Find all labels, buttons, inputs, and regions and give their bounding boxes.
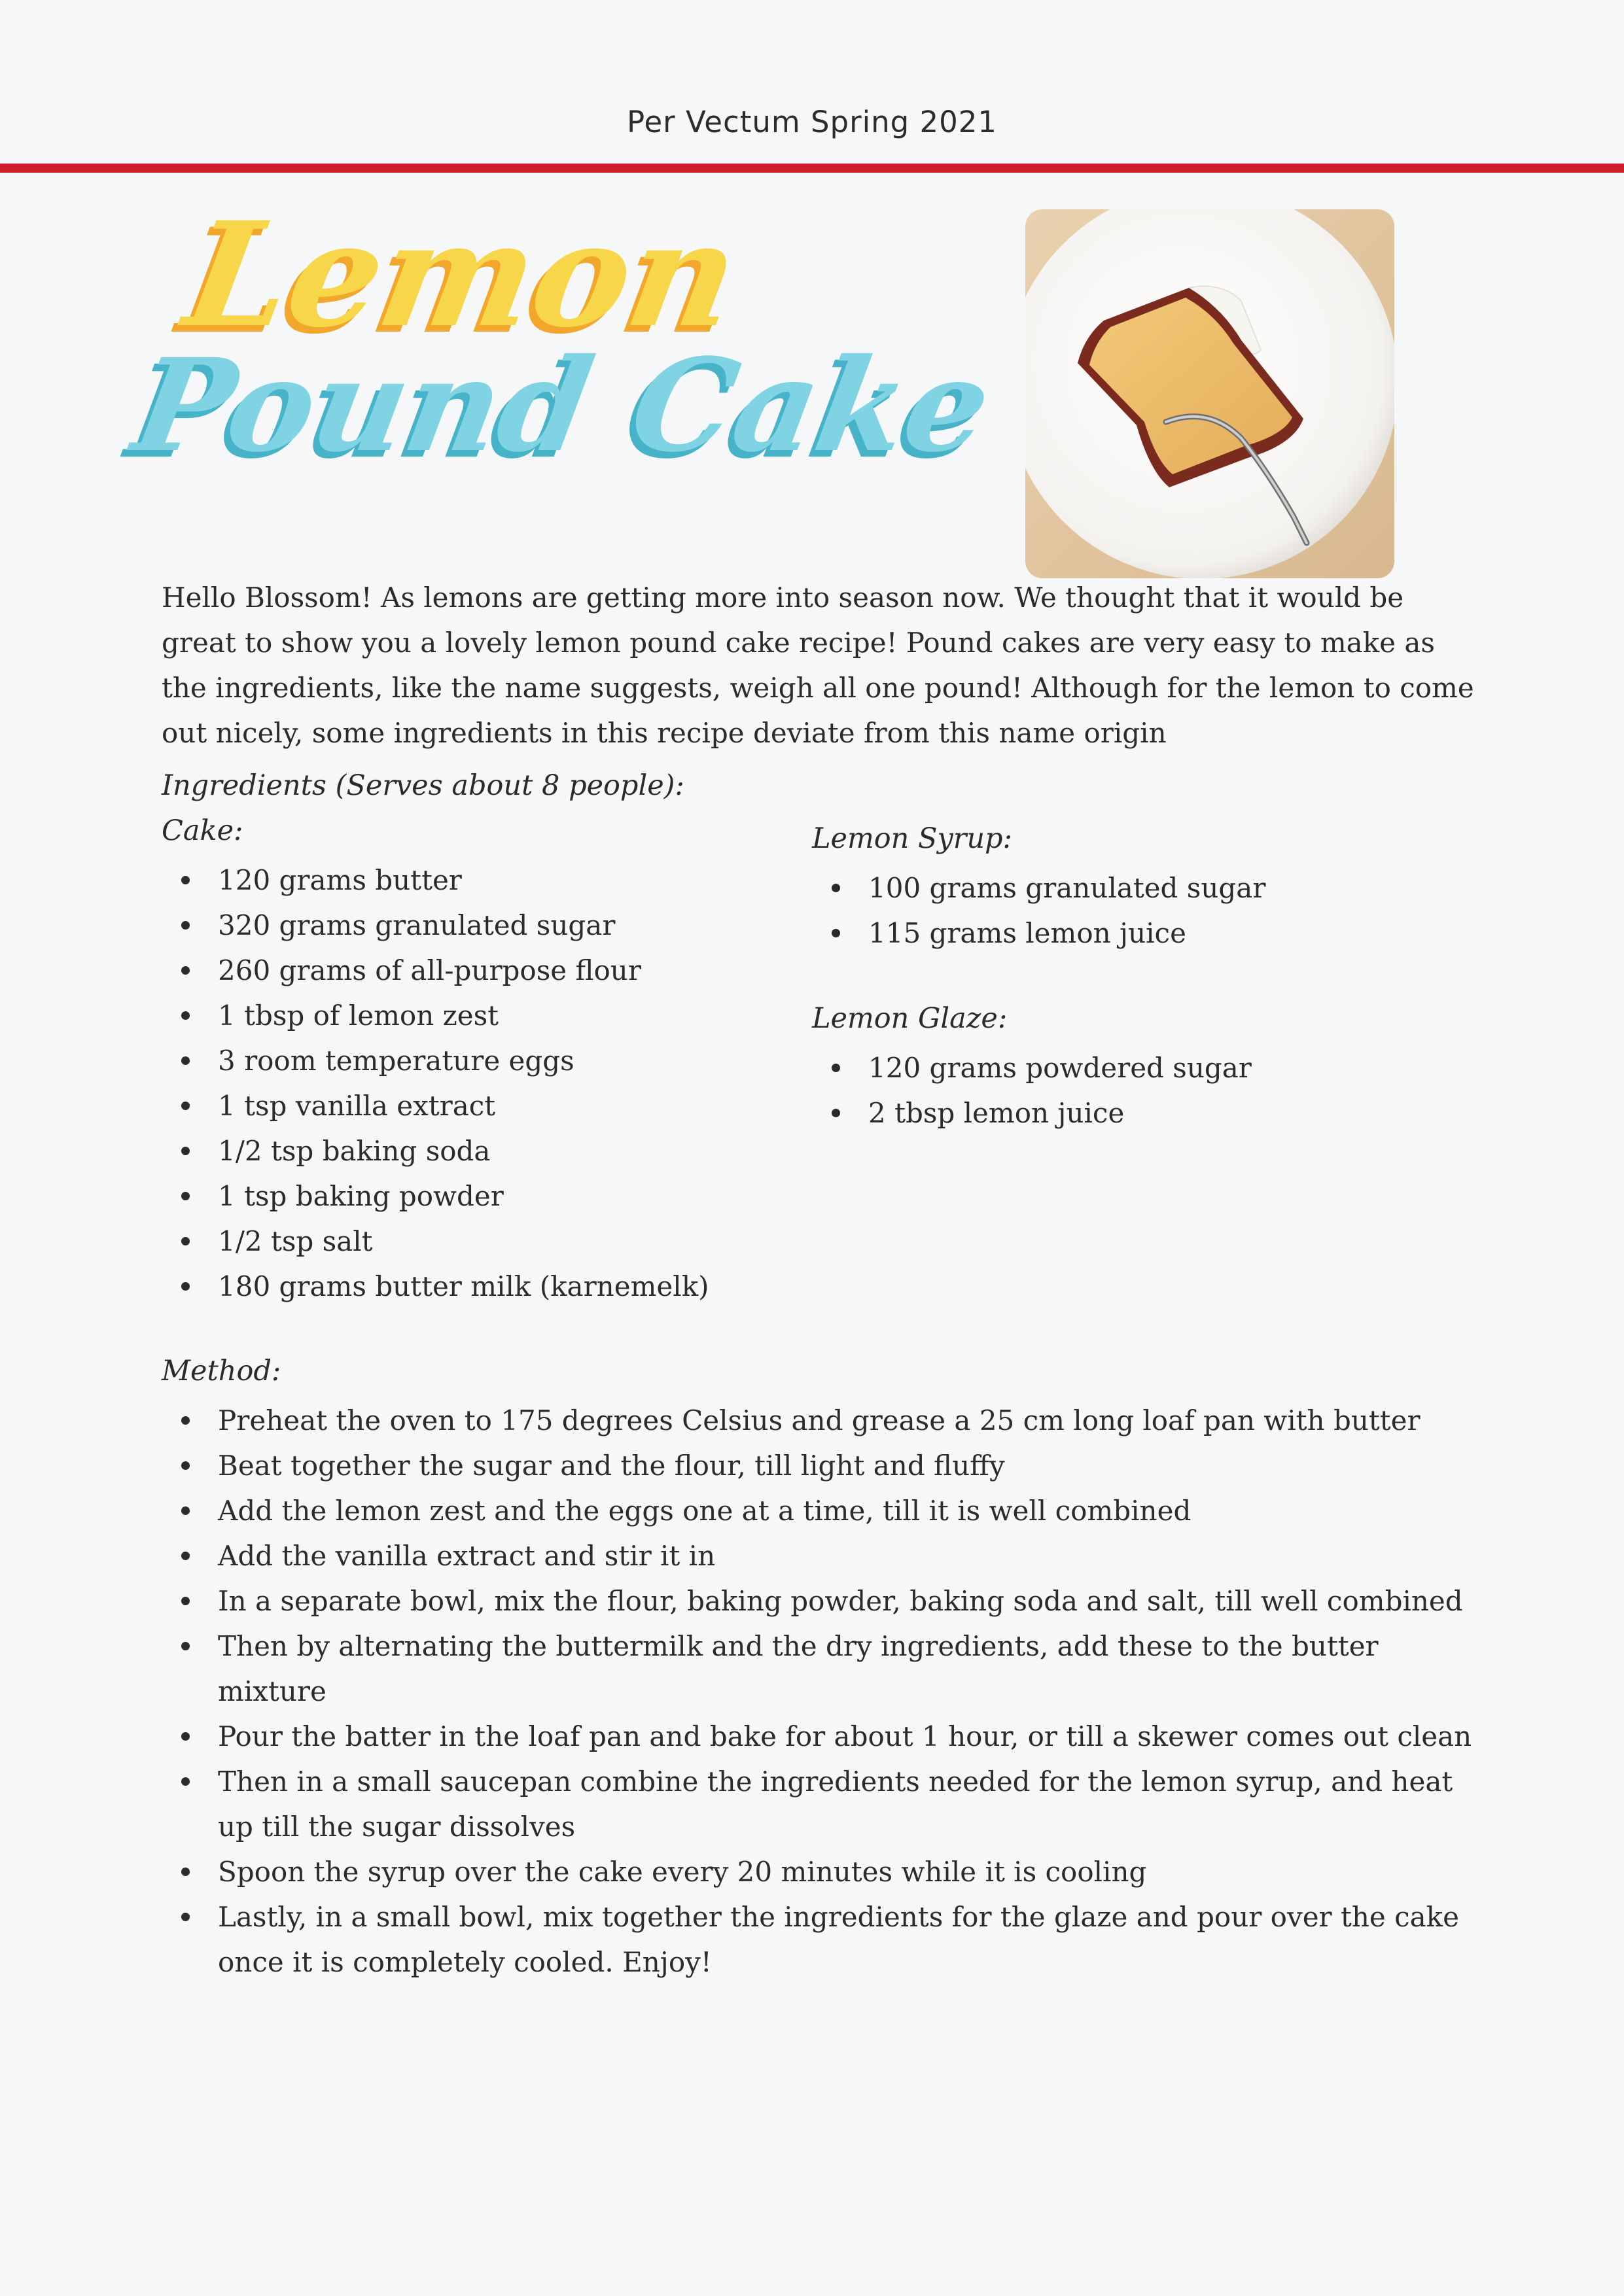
list-item: 260 grams of all-purpose flour: [162, 948, 709, 993]
cake-ingredients-list: [162, 858, 709, 1309]
title-pound-cake: Pound Cake: [124, 330, 1002, 480]
list-item: Pour the batter in the loaf pan and bake for about 1 hour, or till a skewer comes out clean: [162, 1714, 1477, 1759]
glaze-label: Lemon Glaze:: [812, 1002, 1008, 1035]
method-steps-list: [162, 1398, 1477, 1985]
list-item: In a separate bowl, mix the flour, baking powder, baking soda and salt, till well combined: [162, 1578, 1477, 1624]
list-item: 1 tsp baking powder: [162, 1174, 709, 1219]
list-item: 120 grams butter: [162, 858, 709, 903]
header-divider: [0, 164, 1624, 173]
list-item: Then by alternating the buttermilk and the dry ingredients, add these to the butter mixture: [162, 1624, 1477, 1714]
list-item: Lastly, in a small bowl, mix together the ingredients for the glaze and pour over the cake once it is completely cooled. Enjoy!: [162, 1894, 1477, 1985]
list-item: 320 grams granulated sugar: [162, 903, 709, 948]
list-item: 1 tbsp of lemon zest: [162, 993, 709, 1038]
title-lemon: Lemon: [175, 190, 750, 359]
intro-paragraph: Hello Blossom! As lemons are getting more into season now. We thought that it would be great to show you a lovely lemon pound cake recipe! Pound cakes are very easy to make as the ingredients, like the name suggests, weigh all one pound! Although for the lemon to come out nicely, some ingredients in this recipe deviate from this name origin: [162, 582, 1474, 749]
cake-label: Cake:: [162, 814, 243, 847]
list-item: 180 grams butter milk (karnemelk): [162, 1264, 709, 1309]
list-item: 120 grams powdered sugar: [812, 1045, 1252, 1090]
list-item: 1/2 tsp baking soda: [162, 1128, 709, 1174]
syrup-label: Lemon Syrup:: [812, 822, 1013, 855]
list-item: 1/2 tsp salt: [162, 1219, 709, 1264]
list-item: 3 room temperature eggs: [162, 1038, 709, 1083]
list-item: 2 tbsp lemon juice: [812, 1090, 1252, 1136]
list-item: Beat together the sugar and the flour, till light and fluffy: [162, 1443, 1477, 1488]
cake-photo-illustration: [1025, 209, 1394, 578]
method-label: Method:: [162, 1355, 281, 1387]
list-item: Add the vanilla extract and stir it in: [162, 1533, 1477, 1578]
list-item: Add the lemon zest and the eggs one at a time, till it is well combined: [162, 1488, 1477, 1533]
list-item: Spoon the syrup over the cake every 20 minutes while it is cooling: [162, 1849, 1477, 1894]
list-item: Preheat the oven to 175 degrees Celsius and grease a 25 cm long loaf pan with butter: [162, 1398, 1477, 1443]
list-item: 1 tsp vanilla extract: [162, 1083, 709, 1128]
syrup-ingredients-list: [812, 865, 1265, 956]
list-item: Then in a small saucepan combine the ingredients needed for the lemon syrup, and heat up till the sugar dissolves: [162, 1759, 1477, 1849]
publication-header: Per Vectum Spring 2021: [626, 105, 998, 139]
glaze-ingredients-list: [812, 1045, 1252, 1136]
ingredients-heading: Ingredients (Serves about 8 people):: [162, 769, 684, 802]
list-item: 115 grams lemon juice: [812, 911, 1265, 956]
cake-photo: [1025, 209, 1394, 578]
list-item: 100 grams granulated sugar: [812, 865, 1265, 911]
